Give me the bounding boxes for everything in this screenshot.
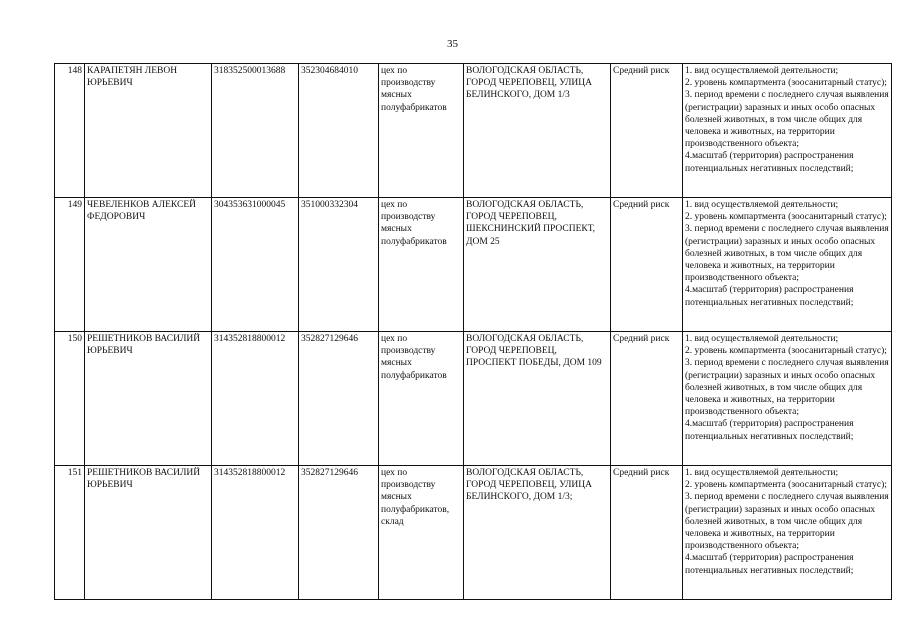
entity-name: КАРАПЕТЯН ЛЕВОН ЮРЬЕВИЧ [85,64,212,198]
activity-type: цех по производству мясных полуфабрикатов [379,198,464,332]
table-row [55,466,892,600]
ogrnip-code: 314352818800012 [212,332,299,466]
risk-criteria [683,198,892,332]
criteria-item: 4.масштаб (территория) распространения потенциальных негативных последствий; [685,285,854,308]
ogrnip-code: 304353631000045 [212,198,299,332]
criteria-item: 3. период времени с последнего случая выявления (регистрации) заразных и иных особо опасных болезней животных, в том числе общих для человека и животных, на территории производственного объекта; [685,90,889,150]
ogrnip-code: 314352818800012 [212,466,299,600]
table-row [55,64,892,198]
risk-criteria [683,332,892,466]
risk-category: Средний риск [611,466,683,600]
criteria-item: 3. период времени с последнего случая выявления (регистрации) заразных и иных особо опасных болезней животных, в том числе общих для человека и животных, на территории производственного объекта; [685,224,889,284]
risk-category: Средний риск [611,332,683,466]
row-number: 150 [55,332,85,466]
risk-criteria [683,466,892,600]
criteria-item: 2. уровень компартмента (зоосанитарный статус); [685,78,887,89]
page-number: 35 [447,38,458,50]
entity-name: РЕШЕТНИКОВ ВАСИЛИЙ ЮРЬЕВИЧ [85,466,212,600]
risk-category: Средний риск [611,64,683,198]
criteria-item: 4.масштаб (территория) распространения потенциальных негативных последствий; [685,151,854,174]
registry-body [55,64,892,600]
criteria-item: 2. уровень компартмента (зоосанитарный статус); [685,212,887,223]
object-address: ВОЛОГОДСКАЯ ОБЛАСТЬ, ГОРОД ЧЕРЕПОВЕЦ, ПРОСПЕКТ ПОБЕДЫ, ДОМ 109 [464,332,611,466]
criteria-item: 3. период времени с последнего случая выявления (регистрации) заразных и иных особо опасных болезней животных, в том числе общих для человека и животных, на территории производственного объекта; [685,492,889,552]
table-row [55,332,892,466]
entity-name: РЕШЕТНИКОВ ВАСИЛИЙ ЮРЬЕВИЧ [85,332,212,466]
activity-type: цех по производству мясных полуфабрикатов, склад [379,466,464,600]
criteria-item: 3. период времени с последнего случая выявления (регистрации) заразных и иных особо опасных болезней животных, в том числе общих для человека и животных, на территории производственного объекта; [685,358,889,418]
inn-code: 352827129646 [299,332,379,466]
criteria-item: 1. вид осуществляемой деятельности; [685,334,839,344]
criteria-item: 1. вид осуществляемой деятельности; [685,200,839,210]
criteria-item: 4.масштаб (территория) распространения потенциальных негативных последствий; [685,553,854,576]
risk-criteria [683,64,892,198]
criteria-item: 1. вид осуществляемой деятельности; [685,66,839,76]
activity-type: цех по производству мясных полуфабрикатов [379,332,464,466]
criteria-item: 2. уровень компартмента (зоосанитарный статус); [685,346,887,357]
risk-category: Средний риск [611,198,683,332]
row-number: 149 [55,198,85,332]
row-number: 151 [55,466,85,600]
criteria-item: 2. уровень компартмента (зоосанитарный статус); [685,480,887,491]
row-number: 148 [55,64,85,198]
inn-code: 352304684010 [299,64,379,198]
inn-code: 352827129646 [299,466,379,600]
object-address: ВОЛОГОДСКАЯ ОБЛАСТЬ, ГОРОД ЧЕРЕПОВЕЦ, УЛИЦА БЕЛИНСКОГО, ДОМ 1/3 [464,64,611,198]
object-address: ВОЛОГОДСКАЯ ОБЛАСТЬ, ГОРОД ЧЕРЕПОВЕЦ, ШЕКСНИНСКИЙ ПРОСПЕКТ, ДОМ 25 [464,198,611,332]
registry-table [54,63,892,600]
inn-code: 351000332304 [299,198,379,332]
entity-name: ЧЕВЕЛЕНКОВ АЛЕКСЕЙ ФЕДОРОВИЧ [85,198,212,332]
criteria-item: 1. вид осуществляемой деятельности; [685,468,839,478]
table-row [55,198,892,332]
object-address: ВОЛОГОДСКАЯ ОБЛАСТЬ, ГОРОД ЧЕРЕПОВЕЦ, УЛИЦА БЕЛИНСКОГО, ДОМ 1/3; [464,466,611,600]
activity-type: цех по производству мясных полуфабрикатов [379,64,464,198]
ogrnip-code: 318352500013688 [212,64,299,198]
criteria-item: 4.масштаб (территория) распространения потенциальных негативных последствий; [685,419,854,442]
